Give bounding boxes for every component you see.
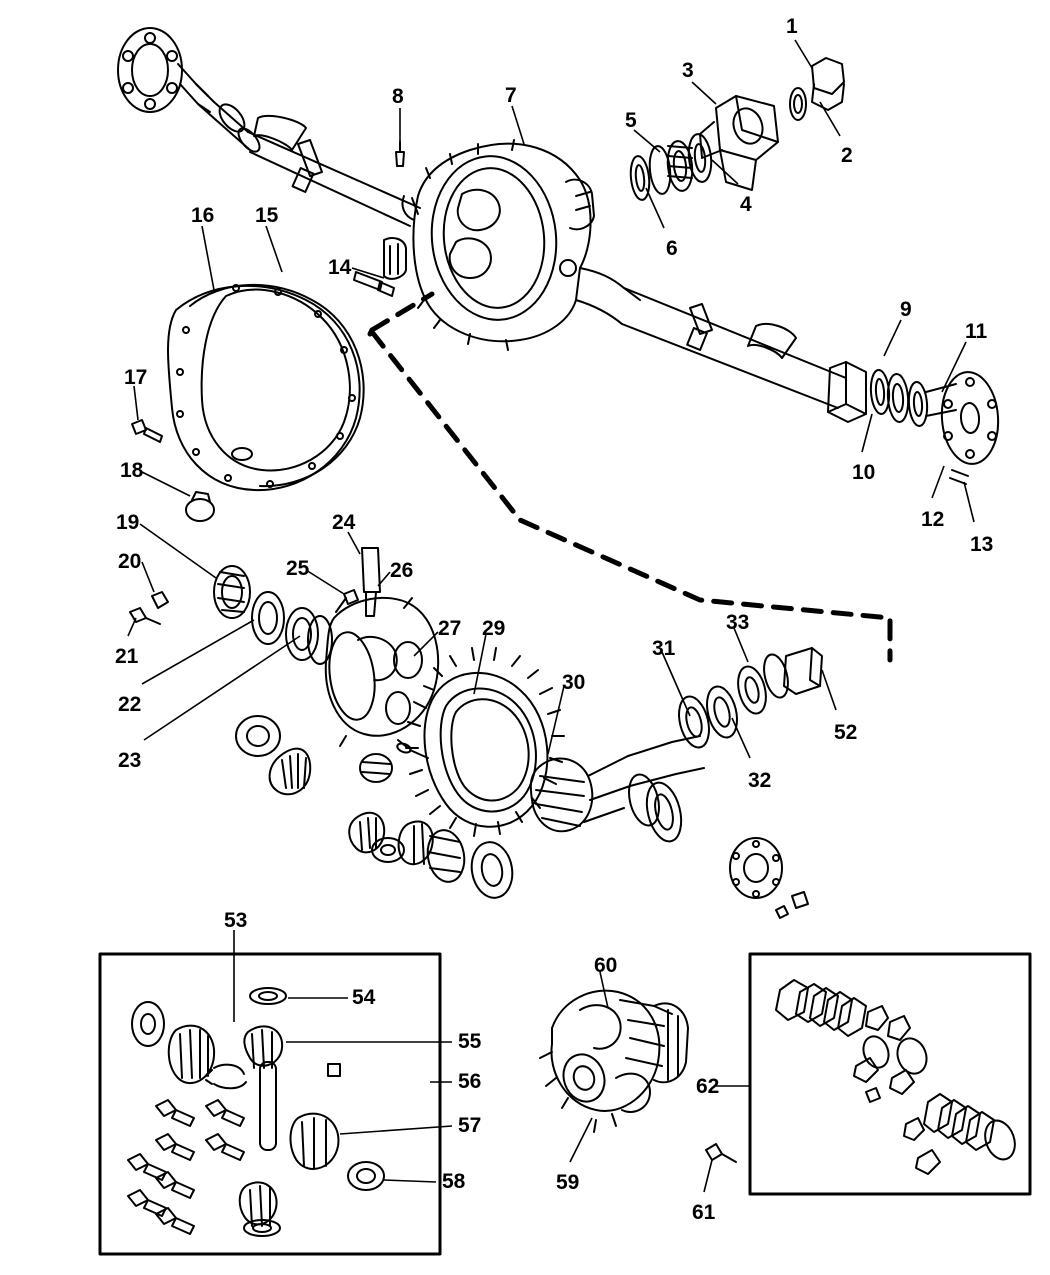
callout-52: 52 (834, 721, 858, 744)
callout-25: 25 (286, 557, 310, 580)
callout-56: 56 (458, 1070, 482, 1093)
dashed-alignment-line (370, 294, 890, 660)
callout-1: 1 (786, 15, 798, 38)
left-axle-flange-group (118, 28, 263, 155)
callout-15: 15 (255, 204, 279, 227)
callout-59: 59 (556, 1171, 580, 1194)
callout-17: 17 (124, 366, 148, 389)
lower-left-inset-contents (128, 988, 384, 1236)
lower-right-inset-box (750, 954, 1030, 1194)
callout-61: 61 (692, 1201, 716, 1224)
callout-19: 19 (116, 511, 140, 534)
axle-housing-right-tube (622, 288, 846, 408)
carrier-bearing-stack (130, 566, 332, 664)
differential-housing (413, 140, 640, 350)
callout-9: 9 (900, 298, 912, 321)
callout-31: 31 (652, 637, 676, 660)
callout-16: 16 (191, 204, 215, 227)
callout-8: 8 (392, 85, 404, 108)
callout-3: 3 (682, 59, 694, 82)
callout-24: 24 (332, 511, 356, 534)
ring-gear-29 (406, 648, 564, 836)
callout-13: 13 (970, 533, 994, 556)
callout-58: 58 (442, 1170, 466, 1193)
callout-32: 32 (748, 769, 772, 792)
callout-30: 30 (562, 671, 586, 694)
callout-27: 27 (438, 617, 462, 640)
callout-22: 22 (118, 693, 142, 716)
callout-20: 20 (118, 550, 142, 573)
callout-23: 23 (118, 749, 142, 772)
callout-2: 2 (841, 144, 853, 167)
callout-7: 7 (505, 84, 517, 107)
differential-case-27 (324, 548, 438, 758)
callout-62: 62 (696, 1075, 720, 1098)
callout-57: 57 (458, 1114, 482, 1137)
callout-26: 26 (390, 559, 414, 582)
lower-right-inset-contents (776, 980, 1020, 1174)
vent-fitting-14 (354, 238, 406, 296)
callout-5: 5 (625, 109, 637, 132)
callout-55: 55 (458, 1030, 482, 1053)
callout-54: 54 (352, 986, 376, 1009)
callout-11: 11 (965, 320, 988, 343)
callout-18: 18 (120, 459, 144, 482)
callout-10: 10 (852, 461, 876, 484)
callout-53: 53 (224, 909, 248, 932)
pinion-yoke-assembly (629, 58, 844, 201)
callout-33: 33 (726, 611, 750, 634)
callout-12: 12 (921, 508, 945, 531)
callout-4: 4 (740, 193, 752, 216)
differential-cover-and-gasket (168, 285, 364, 490)
callout-29: 29 (482, 617, 506, 640)
callout-6: 6 (666, 237, 678, 260)
callout-60: 60 (594, 954, 618, 977)
housing-bolt-8 (396, 142, 404, 166)
callout-14: 14 (328, 256, 352, 279)
callout-21: 21 (115, 645, 139, 668)
